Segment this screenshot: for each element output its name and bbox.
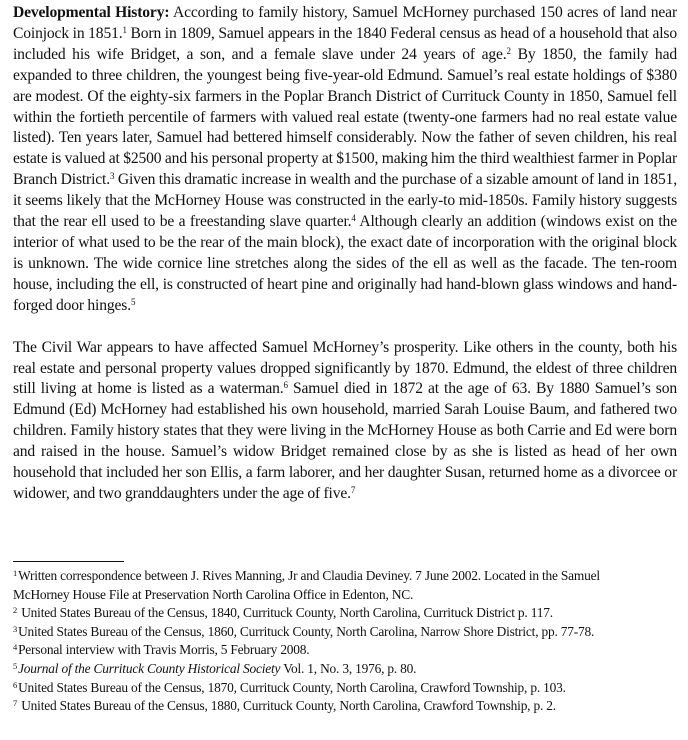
footnote-text: Written correspondence between J. Rives Manning, Jr and Claudia Deviney. 7 June 2002. Located in the Samuel McHorney House File at Preservation North Carolina Office in Edenton, NC. [13, 568, 600, 602]
footnote-text: United States Bureau of the Census, 1840, Currituck County, North Carolina, Currituck District p. 117. [18, 605, 553, 621]
paragraph-text: By 1850, the family had expanded to three children, the youngest being five-year-old Edmund. Samuel’s real estate holdings of $380 are modest. Of the eighty-six farmers in the Poplar Branch District of Currituck County in 1850, Samuel fell within the fortieth percentile of farmers with valued real estate (twenty-one farmers had no real estate value listed). Ten years later, Samuel had bettered himself considerably. Now the father of seven children, his real estate is valued at $2500 and his personal property at $1500, making him the third wealthiest farmer in Poplar Branch District. [13, 45, 677, 189]
footnote-text: Vol. 1, No. 3, 1976, p. 80. [280, 660, 417, 676]
footnote-text: United States Bureau of the Census, 1880, Currituck County, North Carolina, Crawford Township, p. 2. [18, 698, 556, 714]
footnote-ref-1: 1 [122, 24, 127, 35]
section-heading: Developmental History: [13, 4, 170, 21]
footnote-number: 2 [13, 605, 18, 616]
footnote-ref-7: 7 [350, 484, 356, 495]
paragraph-text: Born in 1809, Samuel appears in the 1840 Federal census as head of a household that also included his wife Bridget, a son, and a female slave under 24 years of age. [13, 24, 677, 63]
paragraph-text: The Civil War appears to have affected Samuel McHorney’s prosperity. Like others in the county, both his real estate and personal property values dropped significantly by 1870. Edmund, the eldest of three children still living at home is listed as a waterman. [13, 338, 677, 398]
paragraph-text: Although clearly an addition (windows exist on the interior of what used to be the rear of the main block), the exact date of incorporation with the original block is unknown. The wide cornice line stretches along the sides of the ell as well as the facade. The ten-room house, including the ell, is constructed of heart pine and originally had hand-blown glass windows and hand-forged door hinges. [13, 213, 677, 314]
paragraph-text: According to family history, Samuel McHorney purchased 150 acres of land near Coinjock in 1851. [13, 4, 677, 42]
paragraph-text: Samuel died in 1872 at the age of 63. By 1880 Samuel’s son Edmund (Ed) McHorney had established his own household, married Sarah Louise Baum, and fathered two children. Family history states that they were living in the McHorney House as both Carrie and Ed were born and raised in the house. Samuel’s widow Bridget remained close by as she is listed as head of her own household that included her son Ellis, a farm laborer, and her daughter Susan, returned home as a divorcee or widower, and two granddaughters under the age of five. [13, 380, 677, 502]
footnote-5 [13, 660, 653, 679]
footnote-ref-5: 5 [130, 296, 136, 307]
paragraph-developmental-history [13, 3, 677, 317]
footnote-ref-4: 4 [351, 213, 356, 224]
footnote-number: 5 [13, 660, 18, 671]
footnote-separator [13, 561, 124, 562]
footnotes [13, 567, 653, 716]
footnote-text: United States Bureau of the Census, 1870, Currituck County, North Carolina, Crawford Township, p. 103. [18, 679, 566, 695]
footnote-2 [13, 604, 653, 623]
paragraph-civil-war [13, 338, 677, 505]
footnote-7 [13, 697, 653, 716]
footnote-4 [13, 641, 653, 660]
footnote-6 [13, 679, 653, 698]
footnote-number: 1 [13, 568, 18, 578]
footnote-number: 3 [13, 623, 18, 634]
footnote-1 [13, 567, 653, 604]
footnote-text: Personal interview with Travis Morris, 5 February 2008. [18, 642, 310, 658]
footnote-title: Journal of the Currituck County Historical Society [18, 660, 281, 676]
footnote-ref-2: 2 [506, 45, 511, 56]
footnote-number: 4 [13, 642, 18, 653]
document-body [13, 3, 677, 505]
footnote-ref-3: 3 [110, 171, 115, 182]
paragraph-text: Given this dramatic increase in wealth and the purchase of a sizable amount of land in 1851, it seems likely that the McHorney House was constructed in the early-to mid-1850s. Family history suggests that the rear ell used to be a freestanding slave quarter. [13, 171, 677, 231]
footnote-number: 6 [13, 679, 18, 690]
footnote-text: United States Bureau of the Census, 1860, Currituck County, North Carolina, Narrow Shore District, pp. 77-78. [18, 623, 595, 639]
footnote-ref-6: 6 [283, 380, 288, 391]
footnote-3 [13, 623, 653, 642]
footnote-number: 7 [13, 698, 18, 709]
